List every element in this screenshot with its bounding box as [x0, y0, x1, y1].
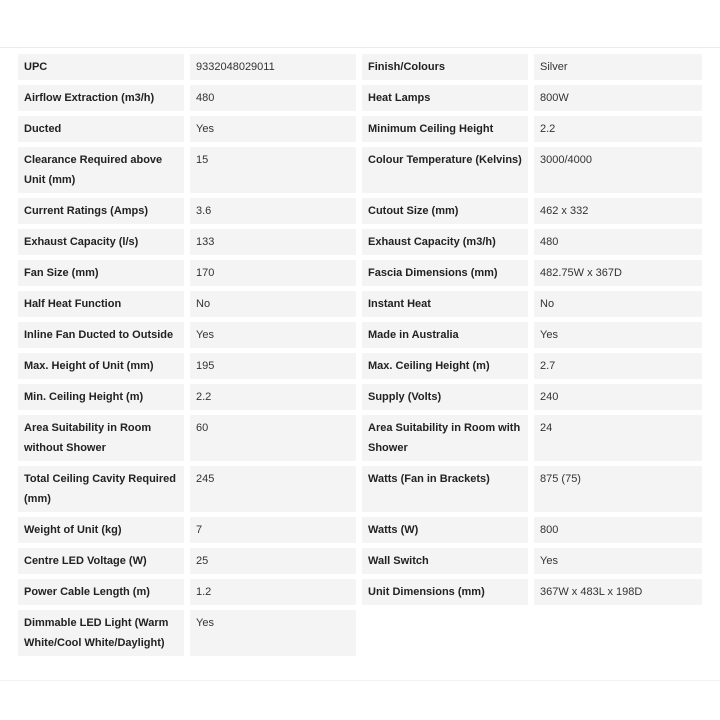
- spec-label: Total Ceiling Cavity Required (mm): [18, 466, 184, 512]
- spec-value: 875 (75): [534, 466, 702, 512]
- spec-label: Ducted: [18, 116, 184, 142]
- spec-row: [18, 517, 702, 543]
- spec-label: Exhaust Capacity (l/s): [18, 229, 184, 255]
- spec-value: Silver: [534, 54, 702, 80]
- spec-value: 195: [190, 353, 356, 379]
- spec-row: [18, 54, 702, 80]
- spec-row: [18, 353, 702, 379]
- spec-value: Yes: [534, 322, 702, 348]
- spec-label: Min. Ceiling Height (m): [18, 384, 184, 410]
- spec-label: Fascia Dimensions (mm): [362, 260, 528, 286]
- spec-value: 3000/4000: [534, 147, 702, 193]
- spec-value: 15: [190, 147, 356, 193]
- spec-row: [18, 291, 702, 317]
- spec-row: [18, 548, 702, 574]
- spec-label: Power Cable Length (m): [18, 579, 184, 605]
- spec-row: [18, 229, 702, 255]
- spec-row: [18, 466, 702, 512]
- spec-row: [18, 116, 702, 142]
- spec-label: Supply (Volts): [362, 384, 528, 410]
- spec-value: 170: [190, 260, 356, 286]
- spec-label: [362, 610, 528, 656]
- spec-value: 462 x 332: [534, 198, 702, 224]
- spec-label: Made in Australia: [362, 322, 528, 348]
- spec-value: 800: [534, 517, 702, 543]
- spec-row: [18, 610, 702, 656]
- spec-row: [18, 415, 702, 461]
- spec-row: [18, 579, 702, 605]
- spec-value: Yes: [534, 548, 702, 574]
- spec-value: 3.6: [190, 198, 356, 224]
- spec-label: Cutout Size (mm): [362, 198, 528, 224]
- spec-row: [18, 384, 702, 410]
- spec-row: [18, 147, 702, 193]
- spec-value: 480: [534, 229, 702, 255]
- spec-label: Inline Fan Ducted to Outside: [18, 322, 184, 348]
- spec-label: Wall Switch: [362, 548, 528, 574]
- spec-label: Fan Size (mm): [18, 260, 184, 286]
- spec-value: 367W x 483L x 198D: [534, 579, 702, 605]
- spec-label: Dimmable LED Light (Warm White/Cool White/Daylight): [18, 610, 184, 656]
- spec-value: 482.75W x 367D: [534, 260, 702, 286]
- spec-value: 60: [190, 415, 356, 461]
- spec-value: 9332048029011: [190, 54, 356, 80]
- spec-label: Colour Temperature (Kelvins): [362, 147, 528, 193]
- spec-value: No: [190, 291, 356, 317]
- spec-label: Minimum Ceiling Height: [362, 116, 528, 142]
- spec-value: 800W: [534, 85, 702, 111]
- spec-label: Watts (Fan in Brackets): [362, 466, 528, 512]
- spec-value: 2.2: [190, 384, 356, 410]
- spec-row: [18, 260, 702, 286]
- spec-label: Area Suitability in Room without Shower: [18, 415, 184, 461]
- spec-label: Max. Ceiling Height (m): [362, 353, 528, 379]
- spec-label: Half Heat Function: [18, 291, 184, 317]
- spec-value: No: [534, 291, 702, 317]
- spec-label: Heat Lamps: [362, 85, 528, 111]
- spec-value: 24: [534, 415, 702, 461]
- spec-row: [18, 322, 702, 348]
- spec-value: Yes: [190, 322, 356, 348]
- spec-label: Clearance Required above Unit (mm): [18, 147, 184, 193]
- spec-label: Watts (W): [362, 517, 528, 543]
- spec-label: Unit Dimensions (mm): [362, 579, 528, 605]
- spec-label: Centre LED Voltage (W): [18, 548, 184, 574]
- specifications-table: [18, 54, 702, 661]
- top-divider: [0, 47, 720, 48]
- spec-label: UPC: [18, 54, 184, 80]
- spec-value: Yes: [190, 116, 356, 142]
- spec-value: Yes: [190, 610, 356, 656]
- spec-value: 240: [534, 384, 702, 410]
- spec-value: [534, 610, 702, 656]
- spec-value: 2.7: [534, 353, 702, 379]
- spec-label: Weight of Unit (kg): [18, 517, 184, 543]
- spec-row: [18, 85, 702, 111]
- spec-label: Exhaust Capacity (m3/h): [362, 229, 528, 255]
- spec-label: Airflow Extraction (m3/h): [18, 85, 184, 111]
- spec-value: 25: [190, 548, 356, 574]
- spec-label: Max. Height of Unit (mm): [18, 353, 184, 379]
- spec-label: Instant Heat: [362, 291, 528, 317]
- spec-value: 2.2: [534, 116, 702, 142]
- bottom-divider: [0, 680, 720, 681]
- spec-label: Finish/Colours: [362, 54, 528, 80]
- spec-label: Area Suitability in Room with Shower: [362, 415, 528, 461]
- spec-value: 1.2: [190, 579, 356, 605]
- spec-value: 7: [190, 517, 356, 543]
- spec-value: 480: [190, 85, 356, 111]
- spec-value: 133: [190, 229, 356, 255]
- spec-value: 245: [190, 466, 356, 512]
- spec-row: [18, 198, 702, 224]
- spec-label: Current Ratings (Amps): [18, 198, 184, 224]
